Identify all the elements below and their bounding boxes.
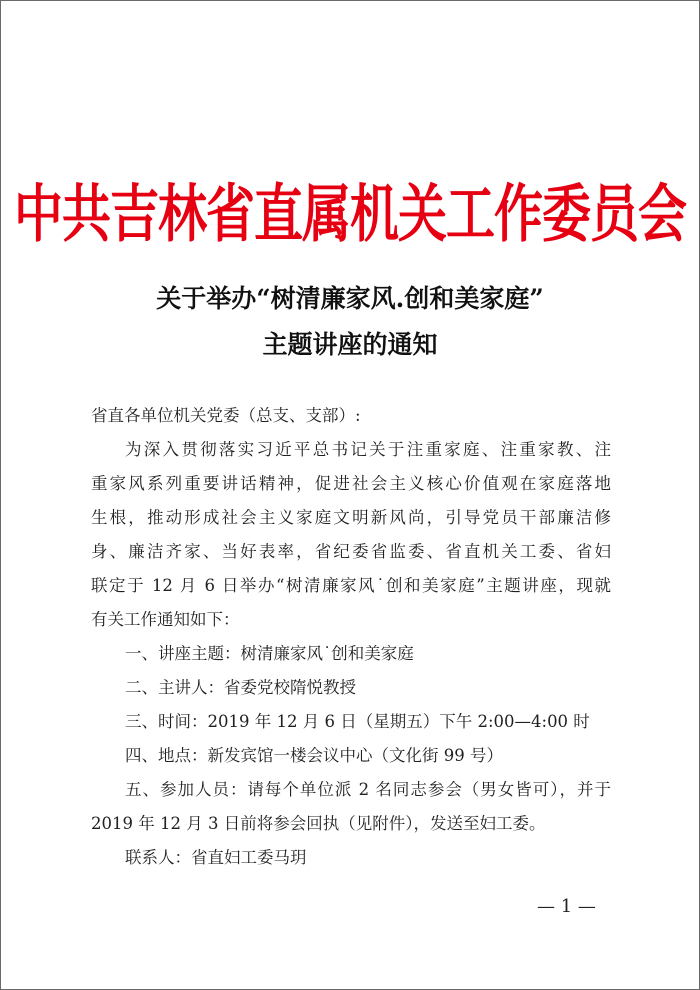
item-time: 三、时间：2019 年 12 月 6 日（星期五）下午 2:00—4:00 时	[125, 712, 590, 731]
body-line-5: 联定于 12 月 6 日举办“树清廉家风˙创和美家庭”主题讲座，现就	[91, 576, 611, 595]
body-line-1: 为深入贯彻落实习近平总书记关于注重家庭、注重家教、注	[125, 440, 611, 459]
contact-person: 联系人：省直妇工委马玥	[125, 848, 307, 867]
body-line-6: 有关工作通知如下：	[91, 610, 240, 629]
item-location: 四、地点：新发宾馆一楼会议中心（文化街 99 号）	[125, 746, 503, 765]
org-header-title: 中共吉林省直属机关工作委员会	[13, 177, 686, 251]
body-line-2: 重家风系列重要讲话精神，促进社会主义核心价值观在家庭落地	[91, 474, 611, 493]
body-line-4: 身、廉洁齐家、当好表率，省纪委省监委、省直机关工委、省妇	[91, 542, 611, 561]
item-topic: 一、讲座主题：树清廉家风˙创和美家庭	[125, 644, 414, 663]
item-attendees-line-1: 五、参加人员：请每个单位派 2 名同志参会（男女皆可），并于	[125, 780, 611, 799]
notice-title-line-2: 主题讲座的通知	[262, 330, 438, 359]
notice-title-line-1: 关于举办“树清廉家风.创和美家庭”	[156, 284, 544, 313]
page-number: — 1 —	[537, 896, 596, 917]
salutation: 省直各单位机关党委（总支、支部）:	[91, 406, 361, 425]
item-speaker: 二、主讲人：省委党校隋悦教授	[125, 678, 356, 697]
item-attendees-line-2: 2019 年 12 月 3 日前将参会回执（见附件），发送至妇工委。	[91, 814, 546, 833]
body-line-3: 生根，推动形成社会主义家庭文明新风尚，引导党员干部廉洁修	[91, 508, 611, 527]
